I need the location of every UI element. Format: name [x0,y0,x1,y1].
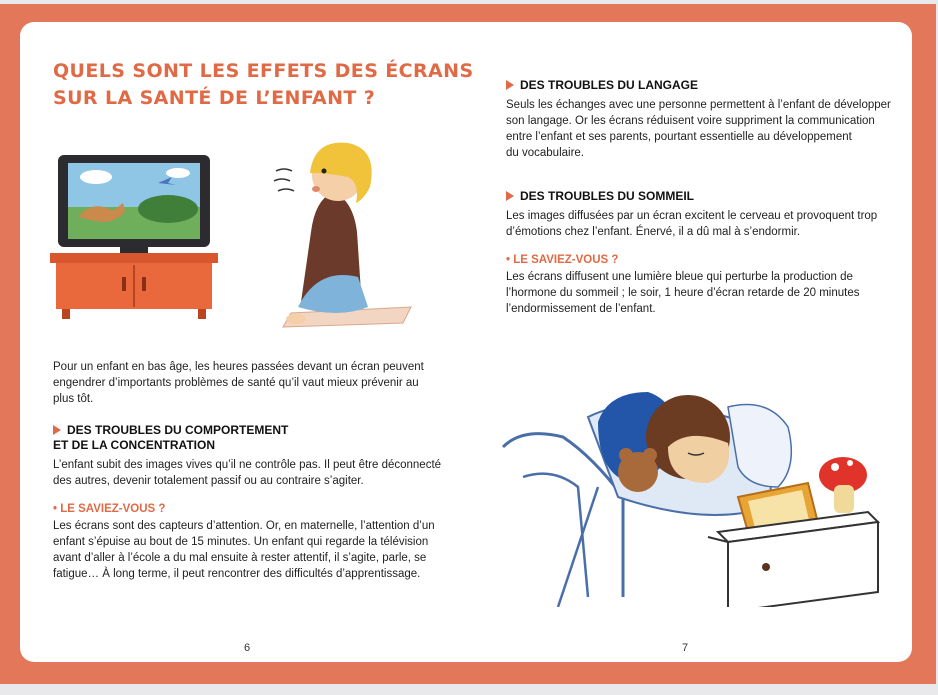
body-line: d’émotions chez l’enfant. Énervé, il a dû mal à s’endormir. [506,226,801,238]
arrow-icon [53,425,61,435]
body-line: fatigue… À long terme, il peut rencontrer des difficultés d’apprentissage. [53,568,421,580]
page-title [53,58,474,112]
arrow-icon [506,80,514,90]
saviez-vous-label: • LE SAVIEZ-VOUS ? [53,503,166,515]
intro-paragraph [53,359,424,407]
body-line: L’enfant subit des images vives qu’il ne contrôle pas. Il peut être déconnecté [53,459,442,471]
title-line-2: SUR LA SANTÉ DE L’ENFANT ? [53,87,376,109]
body-line: enfant s’épuise au bout de 15 minutes. Un enfant qui regarde la télévision [53,536,429,548]
section-heading-comportement [53,423,288,453]
intro-line: plus tôt. [53,393,94,405]
body-line: du vocabulaire. [506,147,584,159]
heading-line: DES TROUBLES DU COMPORTEMENT [67,423,289,437]
body-line: entre l’enfant et ses parents, pourtant essentielle au développement [506,131,852,143]
heading-line: DES TROUBLES DU SOMMEIL [520,189,695,203]
tv-and-child-illustration [48,137,428,337]
body-line: Les images diffusées par un écran excitent le cerveau et provoquent trop [506,210,878,222]
intro-line: engendrer d’importants problèmes de santé qu’il vaut mieux prévenir au [53,377,419,389]
body-line: l’endormissement de l’enfant. [506,303,656,315]
title-line-1: QUELS SONT LES EFFETS DES ÉCRANS [53,60,474,82]
heading-line: ET DE LA CONCENTRATION [53,438,215,452]
section-body-langage [506,97,891,161]
brochure-spread [20,22,912,662]
saviez-vous-body [506,269,860,317]
saviez-vous-body [53,518,435,582]
page-number-right: 7 [682,642,689,654]
saviez-vous-label: • LE SAVIEZ-VOUS ? [506,254,619,266]
intro-line: Pour un enfant en bas âge, les heures passées devant un écran peuvent [53,361,424,373]
sleeping-child-illustration [498,367,898,607]
body-line: Les écrans sont des capteurs d’attention. Or, en maternelle, l’attention d’un [53,520,435,532]
body-line: Seuls les échanges avec une personne permettent à l’enfant de développer [506,99,891,111]
body-line: Les écrans diffusent une lumière bleue qui perturbe la production de [506,271,853,283]
heading-line: DES TROUBLES DU LANGAGE [520,78,699,92]
body-line: son langage. Or les écrans réduisent voire suppriment la communication [506,115,875,127]
body-line: l’hormone du sommeil ; le soir, 1 heure d’écran retarde de 20 minutes [506,287,860,299]
section-heading-sommeil [506,189,694,204]
section-heading-langage [506,78,698,93]
section-body-sommeil [506,208,877,240]
page-number-left: 6 [244,642,251,654]
arrow-icon [506,191,514,201]
section-body-comportement [53,457,441,489]
body-line: avant d’aller à l’école a du mal ensuite à rester attentif, il s’agite, parle, se [53,552,427,564]
body-line: des autres, devenir totalement passif ou au contraire s’agiter. [53,475,364,487]
